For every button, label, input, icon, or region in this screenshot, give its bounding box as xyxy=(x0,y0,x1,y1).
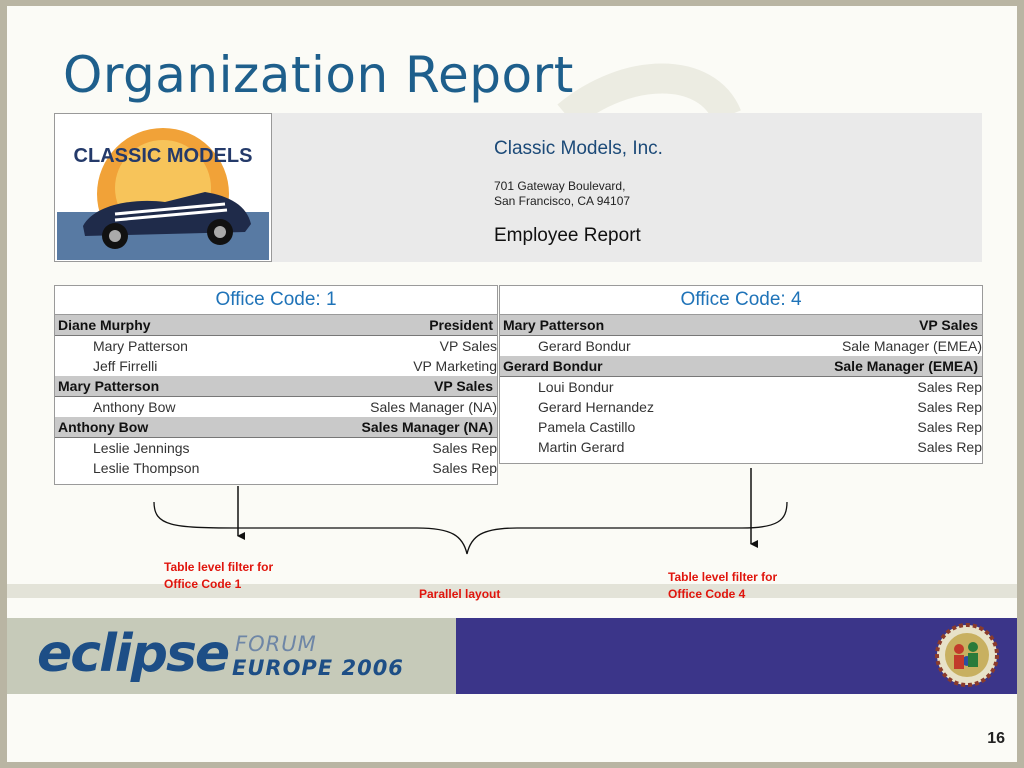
brand-forum: FORUM xyxy=(235,632,317,656)
company-address-line1: 701 Gateway Boulevard, xyxy=(494,179,626,193)
employee-name: Pamela Castillo xyxy=(538,419,636,435)
employee-title: President xyxy=(429,317,493,333)
employee-title: Sales Manager (NA) xyxy=(361,419,493,435)
forum-emblem-icon xyxy=(929,619,1005,691)
employee-name: Mary Patterson xyxy=(58,378,160,394)
office-1-filter-note xyxy=(164,559,273,593)
employee-name: Mary Patterson xyxy=(503,317,605,333)
office-4-filter-note xyxy=(668,569,777,603)
logo-text: CLASSIC MODELS xyxy=(73,145,253,167)
annotation-connectors xyxy=(7,6,1017,616)
employee-name: Anthony Bow xyxy=(58,419,149,435)
employee-name: Anthony Bow xyxy=(93,399,176,415)
employee-name: Leslie Jennings xyxy=(93,440,190,456)
employee-name: Leslie Thompson xyxy=(93,460,200,476)
employee-title: Sales Rep xyxy=(432,440,497,456)
employee-title: VP Sales xyxy=(434,378,493,394)
office-1-filter-note-line2: Office Code 1 xyxy=(164,577,242,591)
employee-title: Sales Rep xyxy=(917,399,982,415)
report-title: Employee Report xyxy=(494,225,641,246)
office-4-filter-note-line2: Office Code 4 xyxy=(668,587,746,601)
employee-name: Mary Patterson xyxy=(93,338,188,354)
banner-brand-area xyxy=(7,618,456,694)
employee-title: Sales Rep xyxy=(917,439,982,455)
employee-name: Loui Bondur xyxy=(538,379,614,395)
employee-title: Sales Manager (NA) xyxy=(370,399,497,415)
employee-name: Gerard Hernandez xyxy=(538,399,654,415)
employee-title: VP Marketing xyxy=(413,358,497,374)
employee-name: Gerard Bondur xyxy=(503,358,603,374)
office-1-filter-note-line1: Table level filter for xyxy=(164,560,274,574)
company-name: Classic Models, Inc. xyxy=(494,138,663,159)
brand-eclipse: eclipse xyxy=(37,624,229,684)
employee-name: Diane Murphy xyxy=(58,317,151,333)
parallel-layout-note: Parallel layout xyxy=(419,587,501,601)
employee-title: VP Sales xyxy=(919,317,978,333)
parallel-layout-brace xyxy=(154,502,787,554)
employee-name: Gerard Bondur xyxy=(538,338,631,354)
employee-title: VP Sales xyxy=(439,338,497,354)
eclipse-forum-banner xyxy=(7,618,1017,694)
brand-europe: EUROPE 2006 xyxy=(232,656,404,680)
office-4-filter-note-line1: Table level filter for xyxy=(668,570,778,584)
employee-name: Jeff Firrelli xyxy=(93,358,158,374)
company-address-line2: San Francisco, CA 94107 xyxy=(494,194,631,208)
slide-title: Organization Report xyxy=(63,46,574,104)
employee-title: Sale Manager (EMEA) xyxy=(834,358,978,374)
employee-title: Sales Rep xyxy=(432,460,497,476)
employee-name: Martin Gerard xyxy=(538,439,625,455)
page-number: 16 xyxy=(987,730,1005,747)
employee-title: Sale Manager (EMEA) xyxy=(841,338,982,354)
office-1-heading: Office Code: 1 xyxy=(55,286,497,315)
employee-title: Sales Rep xyxy=(917,379,982,395)
slide xyxy=(7,6,1017,762)
office-4-heading: Office Code: 4 xyxy=(500,286,982,315)
employee-title: Sales Rep xyxy=(917,419,982,435)
